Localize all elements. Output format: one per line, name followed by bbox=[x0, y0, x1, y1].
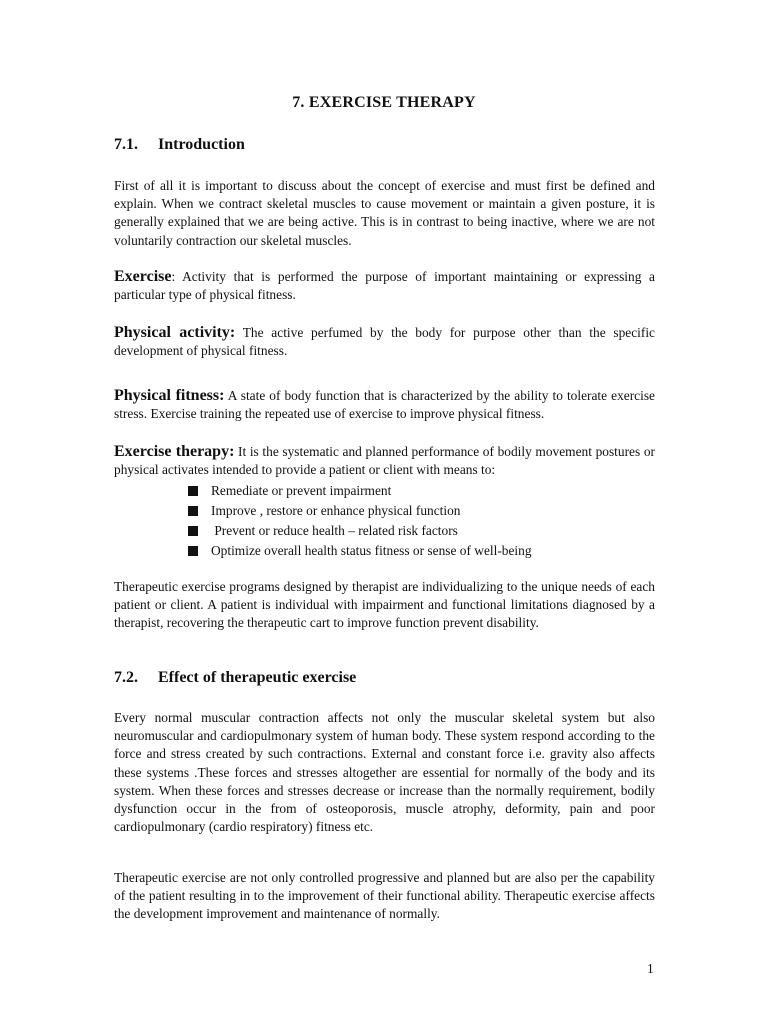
definition-term: Physical fitness: bbox=[114, 387, 225, 404]
definition-exercise-therapy bbox=[114, 443, 655, 479]
section-heading-introduction bbox=[114, 136, 245, 154]
definition-text: A state of body function that is characterized by the ability to tolerate exercise stress. Exercise training the repeated use of exercise to improve physical fitness. bbox=[114, 388, 655, 422]
definition-term: Exercise therapy: bbox=[114, 443, 235, 460]
intro-paragraph: First of all it is important to discuss about the concept of exercise and must first be defined and explain. When we contract skeletal muscles to cause movement or maintain a given posture, it is generally explained that we are being active. This is in contrast to being inactive, where we are not voluntarily contraction our skeletal muscles. bbox=[114, 178, 655, 248]
square-bullet-icon bbox=[188, 526, 198, 536]
square-bullet-icon bbox=[188, 546, 198, 556]
definition-text: : Activity that is performed the purpose of important maintaining or expressing a particular type of physical fitness. bbox=[114, 269, 655, 303]
list-item: Improve , restore or enhance physical function bbox=[188, 501, 532, 521]
therapeutic-programs-paragraph: Therapeutic exercise programs designed by therapist are individualizing to the unique needs of each patient or client. A patient is individual with impairment and functional limitations diagnosed by a therapist, recovering the therapeutic cart to improve function prevent disability. bbox=[114, 579, 655, 631]
section-title: Introduction bbox=[158, 136, 245, 153]
definition-term: Exercise bbox=[114, 268, 172, 285]
definition-term: Physical activity: bbox=[114, 324, 236, 341]
effect-paragraph-1: Every normal muscular contraction affects not only the muscular skeletal system but also neuromuscular and cardiopulmonary system of human body. These system respond according to the force and stress created by such contractions. External and constant force i.e. gravity also affects these systems .These forces and stresses altogether are essential for normally of the body and its system. When these forces and stresses decrease or increase than the normally requirement, bodily dysfunction occur in the from of osteoporosis, muscle atrophy, deformity, pain and poor cardiopulmonary (cardio respiratory) fitness etc. bbox=[114, 710, 655, 835]
section-number: 7.2. bbox=[114, 669, 138, 686]
definition-exercise bbox=[114, 268, 655, 304]
definition-physical-activity bbox=[114, 324, 655, 360]
chapter-title: 7. EXERCISE THERAPY bbox=[292, 94, 476, 111]
square-bullet-icon bbox=[188, 486, 198, 496]
square-bullet-icon bbox=[188, 506, 198, 516]
bullet-list bbox=[188, 481, 532, 561]
list-item: Optimize overall health status fitness or sense of well-being bbox=[188, 541, 532, 561]
page-number: 1 bbox=[647, 961, 654, 976]
definition-physical-fitness bbox=[114, 387, 655, 423]
section-title: Effect of therapeutic exercise bbox=[158, 669, 357, 686]
definition-text: It is the systematic and planned performance of bodily movement postures or physical activates intended to provide a patient or client with means to: bbox=[114, 444, 655, 478]
list-item: Remediate or prevent impairment bbox=[188, 481, 532, 501]
list-item: Prevent or reduce health – related risk factors bbox=[188, 521, 532, 541]
effect-paragraph-2: Therapeutic exercise are not only controlled progressive and planned but are also per the capability of the patient resulting in to the improvement of their functional ability. Therapeutic exercise affects the development improvement and maintenance of normally. bbox=[114, 870, 655, 922]
section-heading-effect bbox=[114, 669, 356, 687]
section-number: 7.1. bbox=[114, 136, 138, 153]
definition-text: The active perfumed by the body for purpose other than the specific development of physical fitness. bbox=[114, 325, 656, 359]
